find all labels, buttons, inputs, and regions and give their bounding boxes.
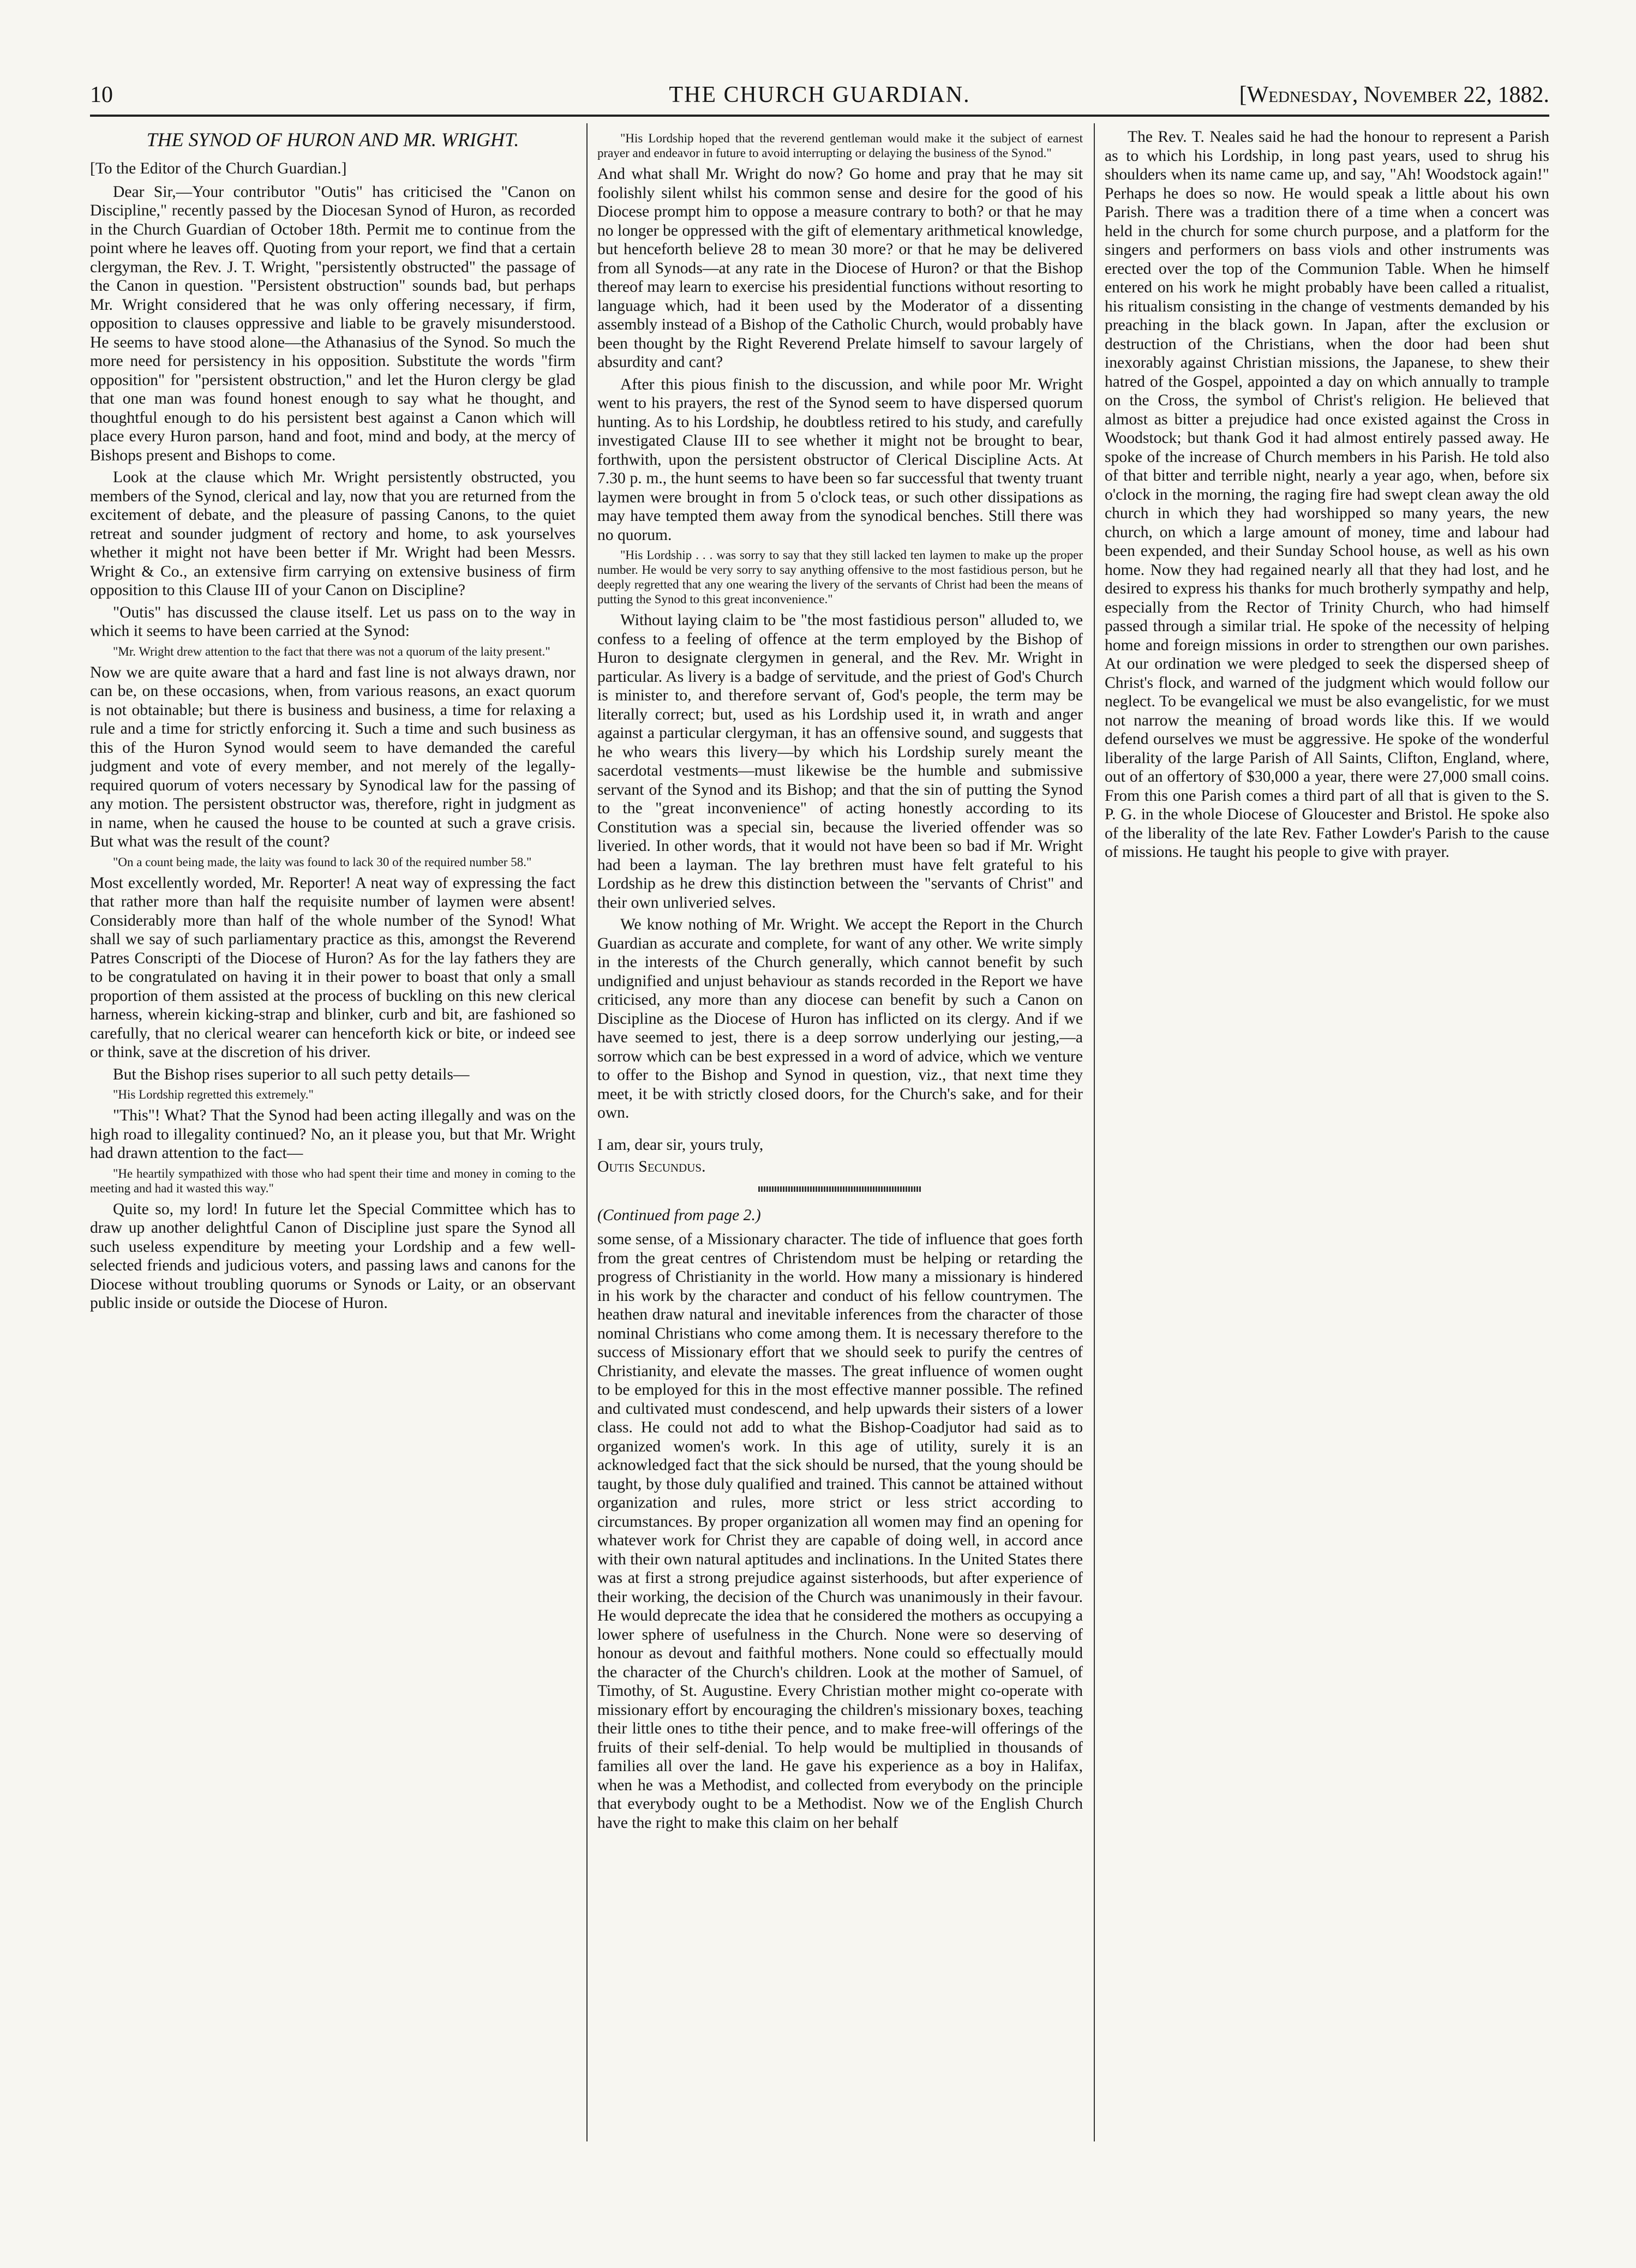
continued-paragraph: some sense, of a Missionary character. The tide of influence that goes forth from the great centres of Christendom must be helping or retarding the progress of Christianity in the world. How many a missionary is hindered in his work by the character and conduct of his fellow countrymen. The heathen draw natural and inevitable inferences from the character of those nominal Christians who come among them. It is necessary therefore to the success of Missionary effort that we should seek to purify the centres of Christianity, and elevate the masses. The great influence of women ought to be employed for this in the most effective manner possible. The refined and cultivated must condescend, and help upwards their sisters of a lower class. He could not add to what the Bishop-Coadjutor had said as to organized women's work. In this age of utility, surely it is an acknowledged fact that the sick should be nursed, that the young should be taught, by those duly qualified and trained. This cannot be attained without organization and rules, more strict or less strict according to circumstances. By proper organization all women may find an opening for whatever work for Christ they are capable of doing well, in accord ance with their own natural aptitudes and inclinations. In the United States there was at first a strong prejudice against sisterhoods, but after experience of their working, the decision of the Church was unanimously in their favour. He would deprecate the idea that he considered the mothers as occupying a lower sphere of usefulness in the Church. None were so deserving of honour as devout and faithful mothers. None could so effectually mould the character of the Church's children. Look at the mother of Samuel, of Timothy, of St. Augustine. Every Christian mother might co-operate with missionary effort by encouraging the children's missionary boxes, teaching their little ones to tithe their pence, and to make free-will offerings of the fruits of their self-denial. To help would be multiplied in thousands of families all over the land. He gave his experience as a boy in Halifax, when he was a Methodist, and collected from everybody on the principle that everybody ought to be a Methodist. Now we of the English Church have the right to make this claim on her behalf bbox=[597, 1231, 1083, 1832]
to-editor-note: [To the Editor of the Church Guardian.] bbox=[90, 160, 347, 177]
article-paragraph: "This"! What? That the Synod had been acting illegally and was on the high road to illegality continued? No, an it please you, but that Mr. Wright had drawn attention to the fact— bbox=[90, 1107, 576, 1162]
sign-off: I am, dear sir, yours truly, bbox=[597, 1136, 764, 1154]
article-title: THE SYNOD OF HURON AND MR. WRIGHT. bbox=[146, 129, 519, 151]
article-paragraph: And what shall Mr. Wright do now? Go home and pray that he may sit foolishly silent whilst his common sense and desire for the good of his Diocese prompt him to oppose a measure contrary to both? or that he may no longer be oppressed with the gift of elementary arithmetical knowledge, but henceforth believe 28 to mean 30 more? or that he may be delivered from all Synods—at any rate in the Diocese of Huron? or that the Bishop thereof may learn to exercise his presidential functions without resorting to language which, had it been used by the Moderator of a dissenting assembly instead of a Bishop of the Catholic Church, would probably have been thought by the Right Reverend Prelate himself to savour largely of absurdity and cant? bbox=[597, 165, 1083, 371]
quotation: "He heartily sympathized with those who had spent their time and money in coming to the meeting and had it wasted this way." bbox=[90, 1166, 576, 1195]
column-3 bbox=[1105, 128, 1549, 2146]
section-divider bbox=[758, 1186, 922, 1192]
article-paragraph: Most excellently worded, Mr. Reporter! A neat way of expressing the fact that rather more than half the requisite number of laymen were absent! Considerably more than half of the whole number of the Synod! What shall we say of such parliamentary practice as this, amongst the Reverend Patres Conscripti of the Diocese of Huron? As for the lay fathers they are to be congratulated on having it in their power to boast that only a small proportion of them assisted at the process of buckling on this new clerical harness, wherein kicking-strap and blinker, curb and bit, are fashioned so carefully, that no clerical wearer can henceforth kick or bite, or indeed see or think, save at the discretion of his driver. bbox=[90, 874, 576, 1061]
column-1 bbox=[90, 128, 576, 2146]
quotation: "On a count being made, the laity was found to lack 30 of the required number 58." bbox=[113, 855, 532, 869]
article-paragraph: Quite so, my lord! In future let the Special Committee which has to draw up another delightful Canon of Discipline just spare the Synod all such useless expenditure by meeting your Lordship and a few well-selected friends and judicious voters, and passing laws and canons for the Diocese without troubling quorums or Synods or Laity, or an observant public inside or outside the Diocese of Huron. bbox=[90, 1200, 576, 1312]
issue-date: [Wednesday, November 22, 1882. bbox=[1239, 82, 1549, 107]
article-paragraph: We know nothing of Mr. Wright. We accept the Report in the Church Guardian as accurate and complete, for want of any other. We write simply in the interests of the Church generally, which cannot benefit by such undignified and unjust behaviour as stands recorded in the Report we have criticised, any more than any diocese can benefit by such a Canon on Discipline as the Diocese of Huron has inflicted on its clergy. And if we have seemed to jest, there is a deep sorrow underlying our jesting,—a sorrow which can be best expressed in a word of advice, which we venture to offer to the Bishop and Synod in question, viz., that next time they meet, it be with strictly closed doors, for the Church's sake, and for their own. bbox=[597, 916, 1083, 1121]
quotation: "Mr. Wright drew attention to the fact that there was not a quorum of the laity present." bbox=[113, 644, 550, 658]
quotation: "His Lordship regretted this extremely." bbox=[113, 1088, 314, 1101]
continued-paragraph: The Rev. T. Neales said he had the honour to represent a Parish as to which his Lordship, in long past years, used to shrug his shoulders when its name came up, and say, "Ah! Woodstock again!" Perhaps he does so now. He would speak a little about his own Parish. There was a tradition there of a time when a concert was held in the church for some church purpose, and a platform for the singers and performers on bass viols and other instruments was erected over the top of the Communion Table. When he himself entered on his work he might probably have been called a ritualist, his ritualism consisting in the change of vestments demanded by his preaching in the black gown. In Japan, after the exclusion or destruction of the Christians, when the door had been shut inexorably against Christian missions, the Japanese, to shew their hatred of the Gospel, appointed a day on which annually to trample on the Cross, the symbol of Christ's religion. He believed that almost as bitter a prejudice had once existed against the Cross in Woodstock; but thank God it had almost entirely passed away. He spoke of the increase of Church members in his Parish. He told also of that bitter and terrible night, nearly a year ago, when, before six o'clock in the morning, the raging fire had swept clean away the old church in which they had worshipped so many years, the new church, on which a large amount of money, time and labour had been expended, and their Sunday School house, as well as his own home. Now they had regained nearly all that they had lost, and he desired to express his thanks for much brotherly sympathy and help, especially from the Rector of Trinity Church, who had himself passed through a similar trial. He spoke of the necessity of helping home and foreign missions in order to strengthen our own parishes. At our ordination we were pledged to seek the dispersed sheep of Christ's flock, and warned of the judgment which would follow our neglect. To be evangelical we must be also evangelistic, for we must not narrow the meaning of broad words like this. If we would defend ourselves we must be aggressive. He spoke of the wonderful liberality of the large Parish of All Saints, Clifton, England, where, out of an offertory of $30,000 a year, there were 27,000 small coins. From this one Parish comes a third part of all that is given to the S. P. G. in the whole Diocese of Gloucester and Bristol. He spoke also of the liberality of the late Rev. Father Lowder's Parish to the cause of missions. He taught his people to give with prayer. bbox=[1105, 128, 1549, 861]
article-paragraph: After this pious finish to the discussion, and while poor Mr. Wright went to his prayers, the rest of the Synod seem to have dispersed quorum hunting. As to his Lordship, he doubtless retired to his study, and carefully investigated Clause III to see whether it might not be brought to bear, forthwith, upon the persistent obstructor of Clerical Discipline Acts. At 7.30 p. m., the hunt seems to have been so far successful that twenty truant laymen were brought in from 5 o'clock teas, or such other dissipations as may have tempted them away from the synodical benches. Still there was no quorum. bbox=[597, 375, 1083, 544]
quotation: "His Lordship . . . was sorry to say that they still lacked ten laymen to make up the proper number. He would be very sorry to say anything offensive to the most fastidious person, but he deeply regretted that any one wearing the livery of the servants of Christ had been the means of putting the Synod to this great inconvenience." bbox=[597, 548, 1083, 606]
continued-label: (Continued from page 2.) bbox=[597, 1206, 761, 1224]
header-rule bbox=[90, 115, 1549, 117]
page-number: 10 bbox=[90, 82, 113, 107]
article-paragraph: Now we are quite aware that a hard and fast line is not always drawn, nor can be, on these occasions, when, from various reasons, an exact quorum is not obtainable; but there is business and business, a time for relaxing a rule and a time for strictly enforcing it. Such a time and such business as this of the Huron Synod would seem to have demanded the careful judgment and vote of every member, and not merely of the legally-required quorum of voters necessary by Synodical law for the passing of any motion. The persistent obstructor was, therefore, right in judgment as in name, when he caused the house to be counted at such a grave crisis. But what was the result of the count? bbox=[90, 663, 576, 850]
newspaper-name: THE CHURCH GUARDIAN. bbox=[669, 82, 970, 107]
article-paragraph: Look at the clause which Mr. Wright persistently obstructed, you members of the Synod, clerical and lay, now that you are returned from the excitement of debate, and the pleasure of passing Canons, to the quiet retreat and sounder judgment of rectory and home, to ask yourselves whether it might not have been better if Mr. Wright had been Messrs. Wright & Co., an extensive firm carrying on extensive business of firm opposition to this Clause III of your Canon on Discipline? bbox=[90, 469, 576, 599]
column-divider bbox=[1094, 123, 1095, 2141]
signature: Outis Secundus. bbox=[597, 1158, 706, 1175]
column-divider bbox=[586, 123, 588, 2141]
article-paragraph: "Outis" has discussed the clause itself. Let us pass on to the way in which it seems to have been carried at the Synod: bbox=[90, 603, 576, 640]
quotation: "His Lordship hoped that the reverend gentleman would make it the subject of earnest prayer and endeavor in future to avoid interrupting or delaying the business of the Synod." bbox=[597, 131, 1083, 160]
article-paragraph: Without laying claim to be "the most fastidious person" alluded to, we confess to a feeling of offence at the term employed by the Bishop of Huron to designate clergymen in general, and the Rev. Mr. Wright in particular. As livery is a badge of servitude, and the priest of God's Church is minister to, and therefore servant of, God's people, the term may be literally correct; but, used as his Lordship used it, in wrath and anger against a particular clergyman, it has an offensive sound, and suggests that he who wears this livery—by which his Lordship surely meant the sacerdotal vestments—must likewise be the humble and submissive servant of the Synod and its Bishop; and that the sin of putting the Synod to the "great inconvenience" of acting honestly according to its Constitution was a special sin, because the liveried offender was so liveried. In other words, that it would not have been so bad if Mr. Wright had been a layman. The lay brethren must have felt grateful to his Lordship as he drew this distinction between the "servants of Christ" and their own unliveried selves. bbox=[597, 611, 1083, 911]
article-paragraph: Dear Sir,—Your contributor "Outis" has criticised the "Canon on Discipline," recently passed by the Diocesan Synod of Huron, as recorded in the Church Guardian of October 18th. Permit me to continue from the point where he leaves off. Quoting from your report, we find that a certain clergyman, the Rev. J. T. Wright, "persistently obstructed" the passage of the Canon in question. "Persistent obstruction" sounds bad, but perhaps Mr. Wright considered that he was only offering necessary, if firm, opposition to clauses oppressive and liable to be gravely misunderstood. He seems to have stood alone—the Athanasius of the Synod. So much the more need for persistency in his opposition. Substitute the words "firm opposition" for "persistent obstruction," and let the Huron clergy be glad that one man was found honest enough to say what he thought, and thoughtful enough to do his persistent best against a Canon which will place every Huron parson, hand and foot, mind and body, at the mercy of Bishops present and Bishops to come. bbox=[90, 183, 576, 464]
article-paragraph: But the Bishop rises superior to all such petty details— bbox=[113, 1065, 470, 1083]
column-2 bbox=[597, 128, 1083, 2146]
page-header bbox=[90, 82, 1549, 112]
